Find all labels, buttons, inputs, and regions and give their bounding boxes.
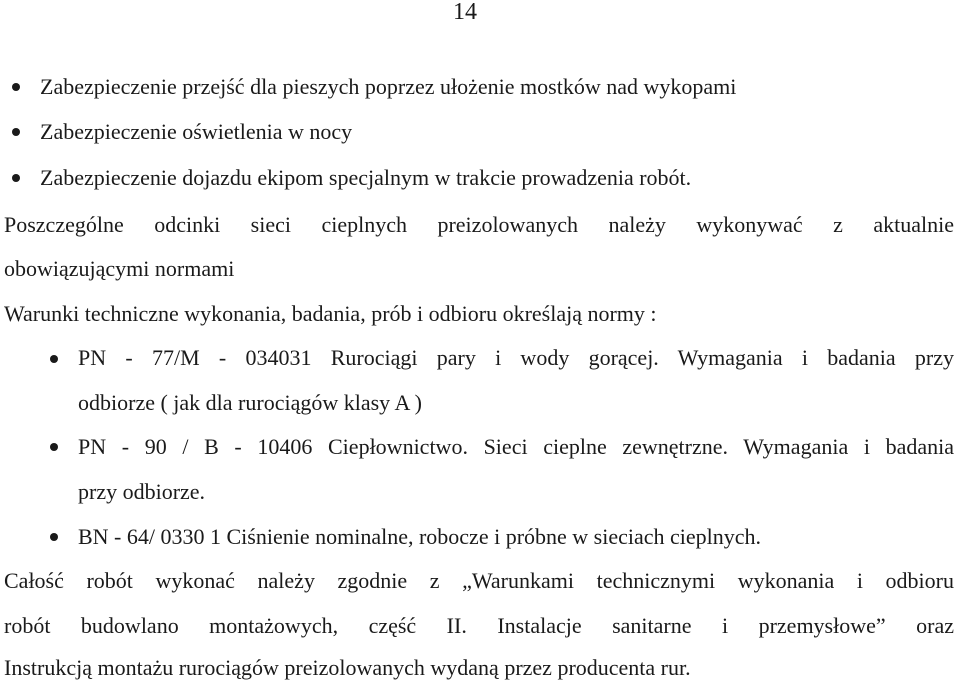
page-number: 14 xyxy=(453,0,477,25)
bullet-icon xyxy=(12,128,20,136)
paragraph-line: Warunki techniczne wykonania, badania, prób i odbioru określają normy : xyxy=(4,301,657,326)
list-item: Zabezpieczenie oświetlenia w nocy xyxy=(40,119,353,144)
paragraph-line: robót budowlano montażowych, część II. Instalacje sanitarne i przemysłowe” oraz xyxy=(4,613,954,638)
paragraph-line: obowiązującymi normami xyxy=(4,256,235,281)
bullet-icon xyxy=(50,355,58,363)
paragraph-line: Całość robót wykonać należy zgodnie z „Warunkami technicznymi wykonania i odbioru xyxy=(4,568,954,593)
norm-item: PN - 77/M - 034031 Rurociągi pary i wody gorącej. Wymagania i badania przy xyxy=(78,345,954,370)
norm-item-continuation: przy odbiorze. xyxy=(78,479,206,504)
list-item: Zabezpieczenie przejść dla pieszych poprzez ułożenie mostków nad wykopami xyxy=(40,74,737,99)
bullet-icon xyxy=(50,533,58,541)
norm-item: BN - 64/ 0330 1 Ciśnienie nominalne, robocze i próbne w sieciach cieplnych. xyxy=(78,524,762,549)
paragraph-line: Instrukcją montażu rurociągów preizolowanych wydaną przez producenta rur. xyxy=(4,655,691,680)
bullet-icon xyxy=(50,443,58,451)
norm-item-continuation: odbiorze ( jak dla rurociągów klasy A ) xyxy=(78,390,422,415)
norm-item: PN - 90 / B - 10406 Ciepłownictwo. Sieci cieplne zewnętrzne. Wymagania i badania xyxy=(78,434,954,459)
paragraph-line: Poszczególne odcinki sieci cieplnych preizolowanych należy wykonywać z aktualnie xyxy=(4,212,954,237)
bullet-icon xyxy=(12,83,20,91)
list-item: Zabezpieczenie dojazdu ekipom specjalnym w trakcie prowadzenia robót. xyxy=(40,165,692,190)
bullet-icon xyxy=(12,174,20,182)
